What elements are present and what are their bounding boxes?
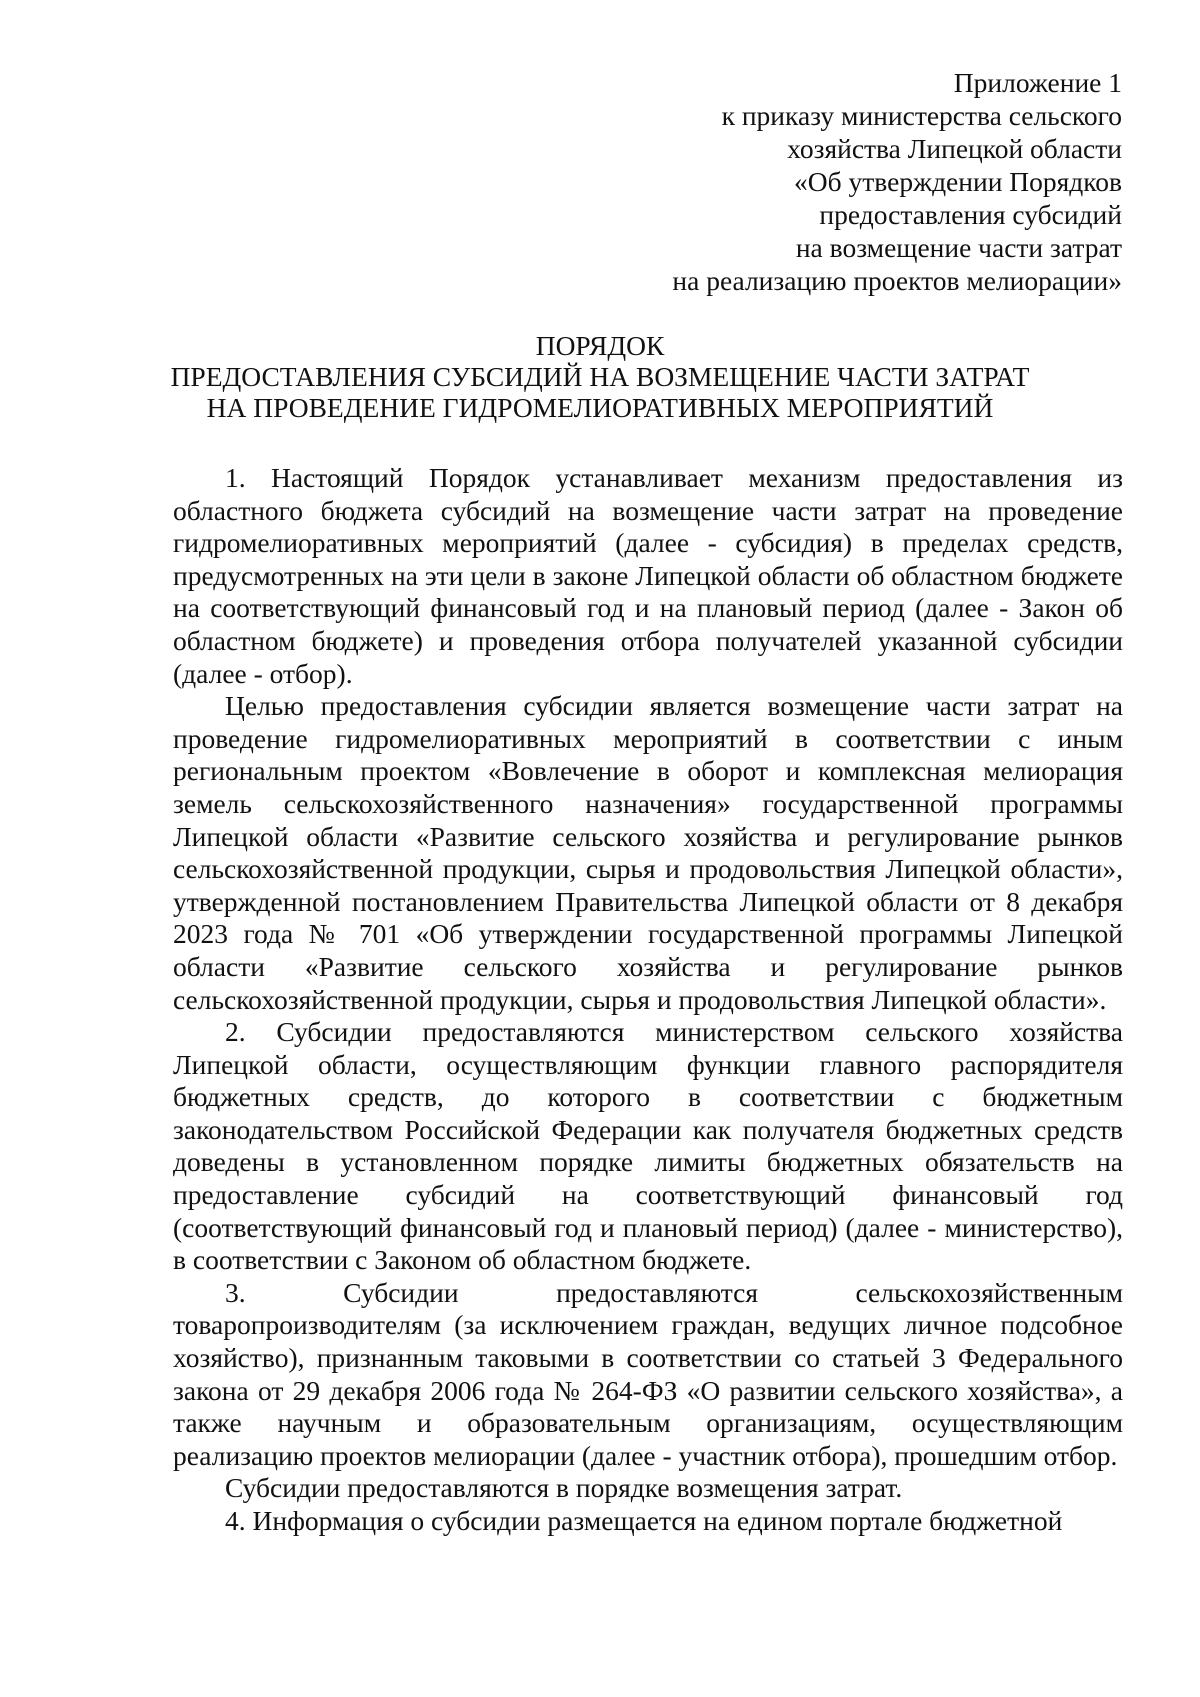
appendix-line: хозяйства Липецкой области bbox=[787, 133, 1122, 164]
title-line: ПОРЯДОК bbox=[535, 330, 665, 361]
paragraph-2: 2. Субсидии предоставляются министерством сельского хозяйства Липецкой области, осуществляющим функции главного распорядителя бюджетных средств, до которого в соответствии с бюджетным законодательством Российской Федерации как получателя бюджетных средств доведены в установленном порядке лимиты бюджетных обязательств на предоставление субсидий на соответствующий финансовый год (соответствующий финансовый год и плановый период) (далее - министерство), в соответствии с Законом об областном бюджете. bbox=[173, 1016, 1123, 1276]
paragraph-4: 4. Информация о субсидии размещается на едином портале бюджетной bbox=[225, 1505, 1063, 1536]
appendix-line: Приложение 1 bbox=[953, 67, 1122, 98]
appendix-line: на возмещение части затрат bbox=[795, 232, 1122, 263]
document-body bbox=[173, 462, 1123, 1538]
paragraph-reimbursement: Субсидии предоставляются в порядке возмещения затрат. bbox=[225, 1472, 903, 1504]
appendix-line: «Об утверждении Порядков bbox=[794, 166, 1122, 197]
appendix-line: на реализацию проектов мелиорации» bbox=[672, 265, 1122, 296]
appendix-header bbox=[522, 66, 1122, 297]
document-title bbox=[70, 330, 1130, 423]
title-line: ПРЕДОСТАВЛЕНИЯ СУБСИДИЙ НА ВОЗМЕЩЕНИЕ ЧАСТИ ЗАТРАТ bbox=[170, 361, 1030, 392]
title-line: НА ПРОВЕДЕНИЕ ГИДРОМЕЛИОРАТИВНЫХ МЕРОПРИЯТИЙ bbox=[206, 392, 994, 423]
appendix-line: к приказу министерства сельского bbox=[721, 100, 1122, 131]
paragraph-3: 3. Субсидии предоставляются сельскохозяйственным товаропроизводителям (за исключением граждан, ведущих личное подсобное хозяйство), признанным таковыми в соответствии со статьей 3 Федерального закона от 29 декабря 2006 года № 264-ФЗ «О развитии сельского хозяйства», а также научным и образовательным организациям, осуществляющим реализацию проектов мелиорации (далее - участник отбора), прошедшим отбор. bbox=[173, 1276, 1123, 1471]
appendix-line: предоставления субсидий bbox=[819, 199, 1122, 230]
paragraph-goal: Целью предоставления субсидии является возмещение части затрат на проведение гидромелиоративных мероприятий в соответствии с иным региональным проектом «Вовлечение в оборот и комплексная мелиорация земель сельскохозяйственного назначения» государственной программы Липецкой области «Развитие сельского хозяйства и регулирование рынков сельскохозяйственной продукции, сырья и продовольствия Липецкой области», утвержденной постановлением Правительства Липецкой области от 8 декабря 2023 года № 701 «Об утверждении государственной программы Липецкой области «Развитие сельского хозяйства и регулирование рынков сельскохозяйственной продукции, сырья и продовольствия Липецкой области». bbox=[173, 690, 1123, 1015]
paragraph-1: 1. Настоящий Порядок устанавливает механизм предоставления из областного бюджета субсидий на возмещение части затрат на проведение гидромелиоративных мероприятий (далее - субсидия) в пределах средств, предусмотренных на эти цели в законе Липецкой области об областном бюджете на соответствующий финансовый год и на плановый период (далее - Закон об областном бюджете) и проведения отбора получателей указанной субсидии (далее - отбор). bbox=[173, 462, 1123, 689]
